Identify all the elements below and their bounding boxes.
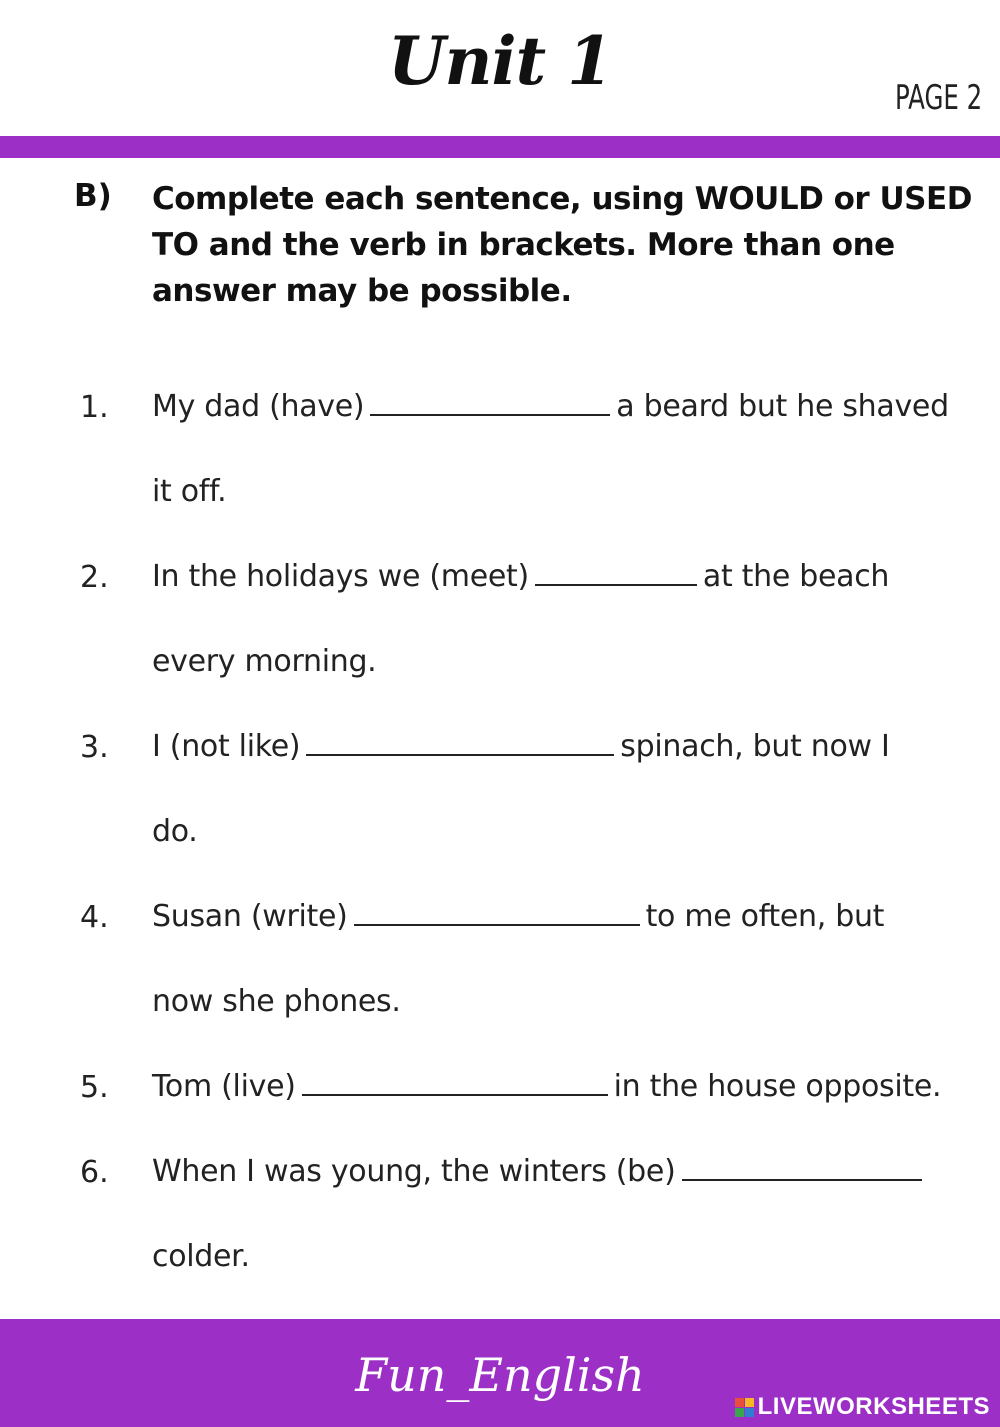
question-line (152, 898, 884, 934)
question-prompt: I (not like) (152, 729, 301, 764)
page-title: Unit 1 (387, 22, 612, 100)
question-number: 3. (80, 730, 109, 765)
liveworksheets-watermark (735, 1393, 990, 1421)
instruction-line: Complete each sentence, using WOULD or USED (152, 181, 972, 217)
liveworksheets-logo-icon (735, 1398, 754, 1417)
question-prompt: Tom (live) (152, 1069, 296, 1104)
question-line (152, 728, 890, 764)
question-number: 2. (80, 560, 109, 595)
instruction-letter: B) (74, 178, 112, 214)
footer-brand: Fun_English (355, 1348, 645, 1402)
answer-blank[interactable] (306, 728, 614, 756)
answer-blank[interactable] (682, 1153, 922, 1181)
question-continuation: at the beach (702, 559, 890, 594)
question-number: 5. (80, 1070, 109, 1105)
question-prompt: In the holidays we (meet) (152, 559, 529, 594)
question-continuation: spinach, but now I (620, 729, 890, 764)
instruction-text (152, 176, 972, 314)
question-line-2: it off. (152, 474, 227, 509)
question-continuation: a beard but he shaved (616, 389, 949, 424)
question-line-2: now she phones. (152, 984, 401, 1019)
instruction-line: TO and the verb in brackets. More than one (152, 227, 895, 263)
question-prompt: My dad (have) (152, 389, 365, 424)
question-continuation: in the house opposite. (613, 1069, 942, 1104)
question-line (152, 1153, 928, 1189)
answer-blank[interactable] (354, 898, 640, 926)
question-prompt: When I was young, the winters (be) (152, 1154, 676, 1189)
question-prompt: Susan (write) (152, 899, 348, 934)
page-number: PAGE 2 (894, 78, 982, 118)
question-line-2: do. (152, 814, 198, 849)
question-number: 4. (80, 900, 109, 935)
question-line (152, 388, 949, 424)
question-number: 6. (80, 1155, 109, 1190)
question-line (152, 1068, 941, 1104)
question-line-2: every morning. (152, 644, 377, 679)
answer-blank[interactable] (302, 1068, 608, 1096)
question-continuation: to me often, but (645, 899, 885, 934)
liveworksheets-text: LIVEWORKSHEETS (757, 1393, 990, 1420)
answer-blank[interactable] (370, 388, 610, 416)
question-line-2: colder. (152, 1239, 250, 1274)
question-number: 1. (80, 390, 109, 425)
answer-blank[interactable] (535, 558, 697, 586)
question-line (152, 558, 889, 594)
top-accent-bar (0, 136, 1000, 158)
instruction-line: answer may be possible. (152, 273, 572, 309)
